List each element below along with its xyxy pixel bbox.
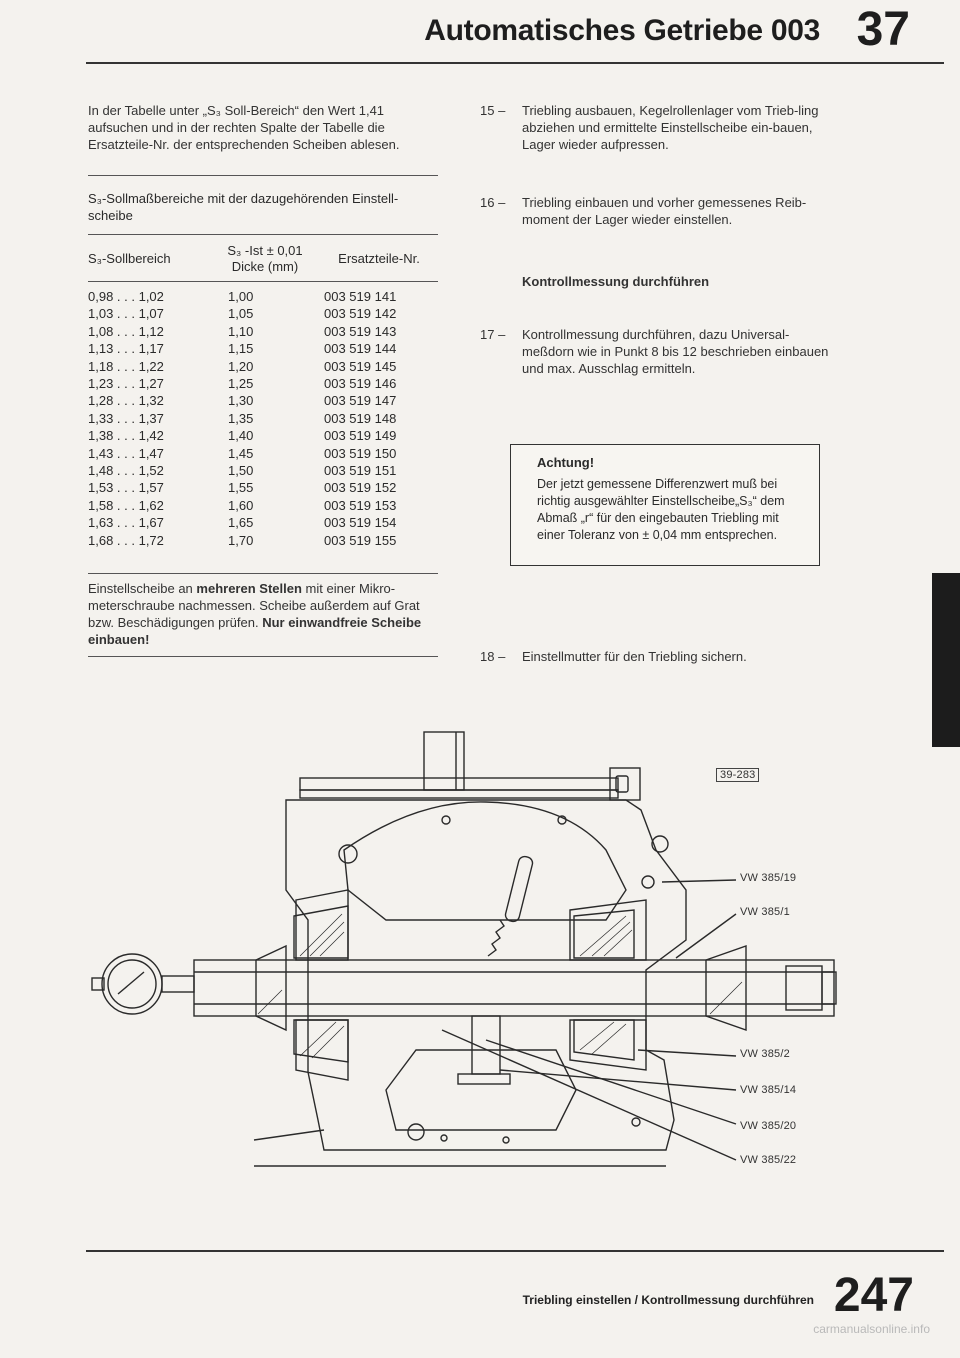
part-number-cell: 003 519 142 bbox=[324, 306, 397, 322]
table-row bbox=[88, 514, 438, 531]
sollbereich-cell: 1,18 . . . 1,22 bbox=[88, 358, 164, 374]
col-header-ist bbox=[210, 243, 320, 275]
table-row bbox=[88, 427, 438, 444]
ist-cell: 1,15 bbox=[228, 341, 254, 357]
part-number-cell: 003 519 141 bbox=[324, 289, 397, 304]
warning-title: Achtung! bbox=[537, 455, 595, 470]
shim-table bbox=[88, 190, 438, 549]
chapter-side-tab bbox=[932, 573, 960, 747]
intro-rule bbox=[88, 175, 438, 176]
figure-label-2: VW 385/1 bbox=[740, 906, 790, 918]
ist-cell: 1,40 bbox=[228, 428, 254, 444]
sollbereich-cell: 1,38 . . . 1,42 bbox=[88, 428, 164, 444]
ist-cell: 1,55 bbox=[228, 480, 254, 496]
col-header-sollbereich: S₃-Sollbereich bbox=[88, 251, 171, 266]
ist-cell: 1,30 bbox=[228, 393, 254, 409]
sollbereich-cell: 1,03 . . . 1,07 bbox=[88, 306, 164, 322]
footnote-part-c: mit einer Mikro-meterschraube nachmessen. Scheibe außerdem auf Grat bzw. Beschädigungen prüfen. bbox=[88, 581, 420, 630]
sollbereich-cell: 1,33 . . . 1,37 bbox=[88, 410, 164, 426]
sollbereich-cell: 1,68 . . . 1,72 bbox=[88, 532, 164, 548]
step-17-text: Kontrollmessung durchführen, dazu Universal-meßdorn wie in Punkt 8 bis 12 beschrieben einbauen und max. Ausschlag ermitteln. bbox=[522, 327, 829, 376]
col-header-part-number: Ersatzteile-Nr. bbox=[338, 251, 420, 266]
footnote-part-a: Einstellscheibe an bbox=[88, 581, 197, 596]
step-18 bbox=[480, 648, 830, 665]
step-15-number: 15 – bbox=[480, 103, 506, 118]
sollbereich-cell: 1,08 . . . 1,12 bbox=[88, 323, 164, 339]
table-row bbox=[88, 445, 438, 462]
gearbox-drawing bbox=[86, 720, 846, 1190]
sollbereich-cell: 1,63 . . . 1,67 bbox=[88, 515, 164, 531]
step-17 bbox=[480, 326, 830, 377]
table-row bbox=[88, 340, 438, 357]
table-footnote bbox=[88, 573, 438, 648]
table-row bbox=[88, 375, 438, 392]
ist-cell: 1,60 bbox=[228, 497, 254, 513]
table-header-row bbox=[88, 234, 438, 282]
table-row bbox=[88, 305, 438, 322]
step-18-number: 18 – bbox=[480, 649, 506, 664]
warning-note-box bbox=[510, 444, 820, 566]
table-row bbox=[88, 323, 438, 340]
part-number-cell: 003 519 152 bbox=[324, 480, 397, 496]
sollbereich-cell: 1,48 . . . 1,52 bbox=[88, 463, 164, 479]
part-number-cell: 003 519 154 bbox=[324, 515, 397, 531]
sollbereich-cell: 1,58 . . . 1,62 bbox=[88, 497, 164, 513]
col-header-ist-line2: Dicke (mm) bbox=[231, 259, 299, 274]
warning-body: Der jetzt gemessene Differenzwert muß bei richtig ausgewählter Einstellscheibe„S₃“ dem Abmaß „r“ für den eingebauten Triebling mit einer Toleranz von ± 0,04 mm entsprechen. bbox=[537, 477, 785, 542]
table-body bbox=[88, 282, 438, 549]
sollbereich-cell: 1,53 . . . 1,57 bbox=[88, 480, 164, 496]
figure-label-6: VW 385/22 bbox=[740, 1154, 797, 1166]
footer-rule bbox=[86, 1250, 944, 1252]
table-row bbox=[88, 532, 438, 549]
table-row bbox=[88, 497, 438, 514]
part-number-cell: 003 519 147 bbox=[324, 393, 397, 409]
section-number: 37 bbox=[856, 3, 910, 56]
table-row bbox=[88, 288, 438, 305]
ist-cell: 1,50 bbox=[228, 463, 254, 479]
step-18-text: Einstellmutter für den Triebling sichern. bbox=[522, 649, 747, 664]
table-row bbox=[88, 479, 438, 496]
part-number-cell: 003 519 151 bbox=[324, 463, 397, 479]
page-number: 247 bbox=[833, 1269, 914, 1322]
footnote-part-b: mehreren Stellen bbox=[196, 581, 302, 596]
ist-cell: 1,35 bbox=[228, 410, 254, 426]
table-row bbox=[88, 462, 438, 479]
ist-cell: 1,65 bbox=[228, 515, 254, 531]
figure-label-5: VW 385/20 bbox=[740, 1120, 797, 1132]
intro-paragraph: In der Tabelle unter „S₃ Soll-Bereich“ den Wert 1,41 aufsuchen und in der rechten Spalte der Tabelle die Ersatzteile-Nr. der entsprechenden Scheiben ablesen. bbox=[88, 103, 400, 152]
part-number-cell: 003 519 155 bbox=[324, 532, 397, 548]
step-15-text: Triebling ausbauen, Kegelrollenlager vom Trieb-ling abziehen und ermittelte Einstellscheibe ein-bauen, Lager wieder aufpressen. bbox=[522, 103, 819, 152]
footnote-part-d: Nur einwandfreie Scheibe einbauen! bbox=[88, 615, 422, 647]
part-number-cell: 003 519 146 bbox=[324, 376, 397, 392]
sollbereich-cell: 1,43 . . . 1,47 bbox=[88, 445, 164, 461]
step-17-number: 17 – bbox=[480, 327, 506, 342]
ist-cell: 1,00 bbox=[228, 289, 254, 304]
part-number-cell: 003 519 148 bbox=[324, 410, 397, 426]
ist-cell: 1,45 bbox=[228, 445, 254, 461]
col-header-ist-line1: S₃ -Ist ± 0,01 bbox=[227, 243, 303, 258]
table-row bbox=[88, 410, 438, 427]
part-number-cell: 003 519 143 bbox=[324, 323, 397, 339]
figure-id: 39-283 bbox=[716, 768, 759, 782]
table-row bbox=[88, 358, 438, 375]
table-row bbox=[88, 392, 438, 409]
part-number-cell: 003 519 149 bbox=[324, 428, 397, 444]
ist-cell: 1,10 bbox=[228, 323, 254, 339]
part-number-cell: 003 519 153 bbox=[324, 497, 397, 513]
section-heading: Kontrollmessung durchführen bbox=[522, 274, 710, 289]
sollbereich-cell: 1,13 . . . 1,17 bbox=[88, 341, 164, 357]
ist-cell: 1,05 bbox=[228, 306, 254, 322]
page-header-title: Automatisches Getriebe 003 bbox=[424, 14, 820, 47]
sollbereich-cell: 1,28 . . . 1,32 bbox=[88, 393, 164, 409]
sollbereich-cell: 1,23 . . . 1,27 bbox=[88, 376, 164, 392]
figure-label-1: VW 385/19 bbox=[740, 872, 797, 884]
part-number-cell: 003 519 150 bbox=[324, 445, 397, 461]
ist-cell: 1,20 bbox=[228, 358, 254, 374]
part-number-cell: 003 519 144 bbox=[324, 341, 397, 357]
step-16-number: 16 – bbox=[480, 195, 506, 210]
step-16-text: Triebling einbauen und vorher gemessenes Reib-moment der Lager wieder einstellen. bbox=[522, 195, 807, 227]
step-16 bbox=[480, 194, 830, 228]
sollbereich-cell: 0,98 . . . 1,02 bbox=[88, 289, 164, 304]
part-number-cell: 003 519 145 bbox=[324, 358, 397, 374]
header-rule bbox=[86, 62, 944, 64]
footer-caption: Triebling einstellen / Kontrollmessung durchführen bbox=[522, 1293, 814, 1307]
ist-cell: 1,70 bbox=[228, 532, 254, 548]
figure-label-4: VW 385/14 bbox=[740, 1084, 797, 1096]
footnote-rule bbox=[88, 656, 438, 657]
table-caption: S₃-Sollmaßbereiche mit der dazugehörenden Einstell-scheibe bbox=[88, 191, 399, 223]
watermark: carmanualsonline.info bbox=[813, 1322, 930, 1336]
ist-cell: 1,25 bbox=[228, 376, 254, 392]
figure-label-3: VW 385/2 bbox=[740, 1048, 790, 1060]
step-15 bbox=[480, 102, 830, 153]
